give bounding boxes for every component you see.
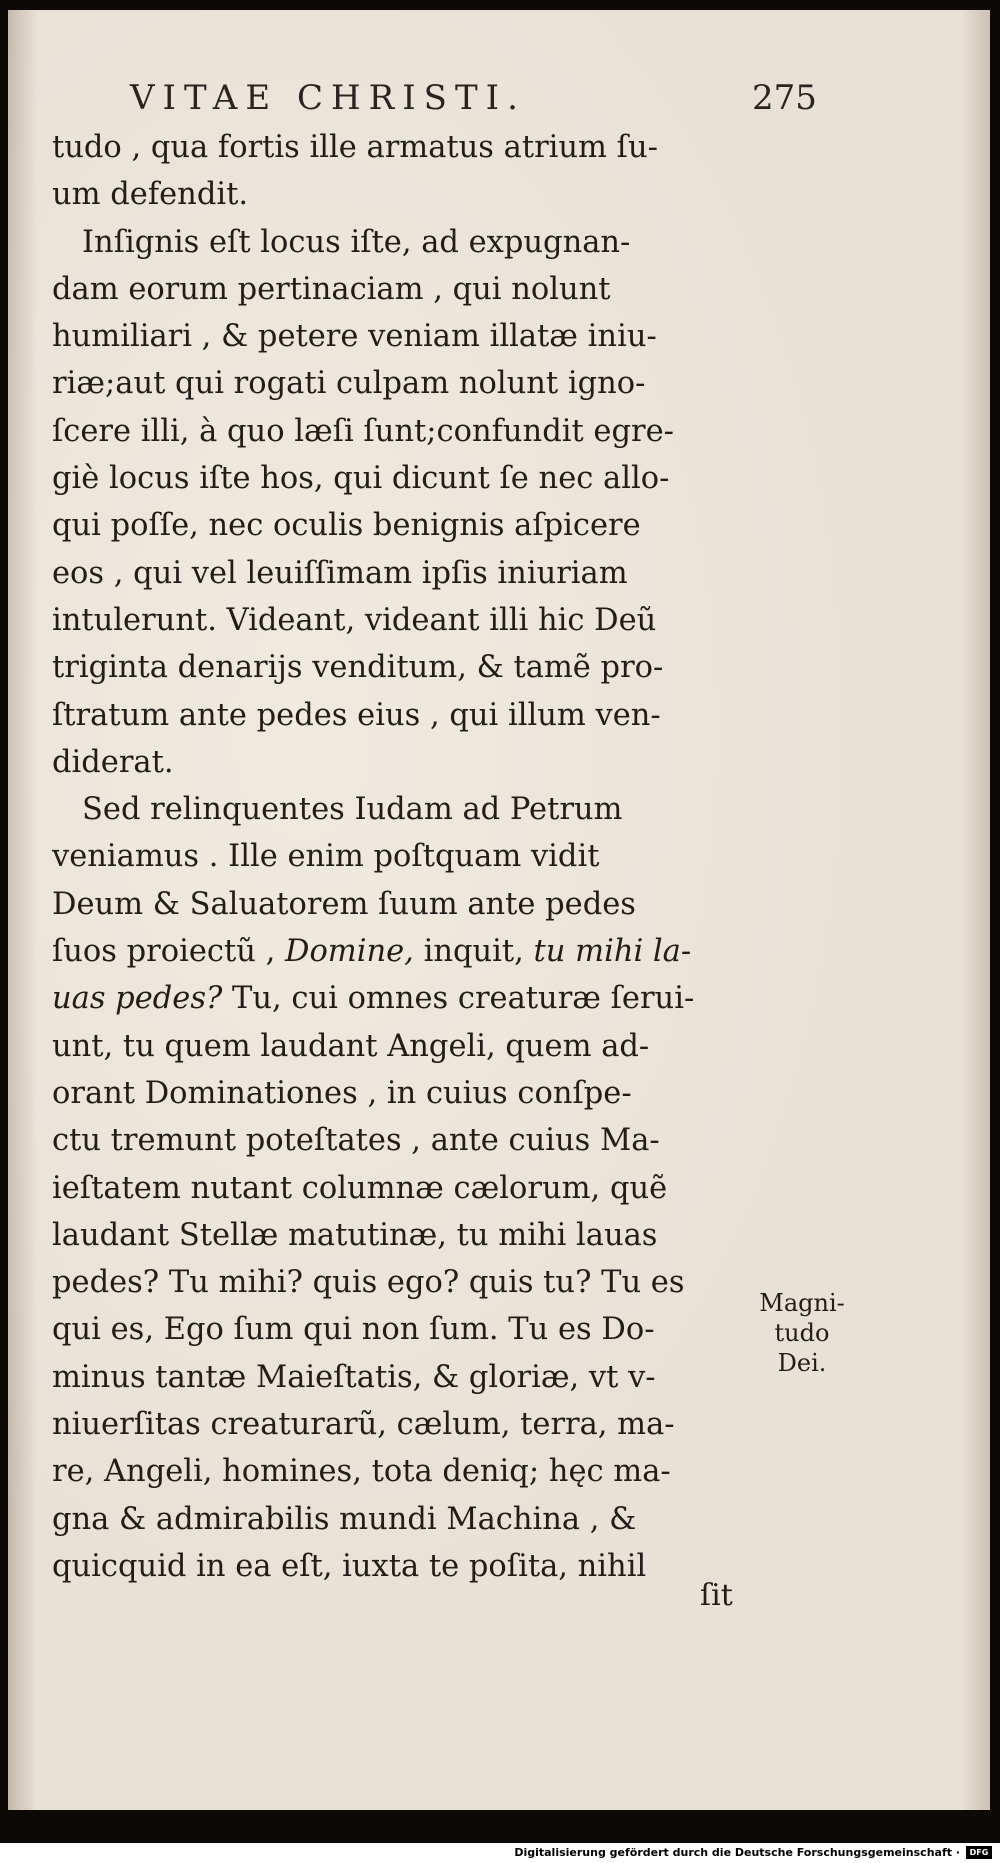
text-line xyxy=(52,171,752,218)
text-line xyxy=(52,1401,752,1448)
text-segment: re, Angeli, homines, tota deniq; hęc ma- xyxy=(52,1454,671,1490)
text-line xyxy=(52,502,752,549)
text-segment: eos , qui vel leuiſſimam ipſis iniuriam xyxy=(52,555,628,591)
text-line xyxy=(52,1496,752,1543)
marginal-note xyxy=(752,1288,852,1378)
text-segment: Deum & Saluatorem ſuum ante pedes xyxy=(52,886,636,922)
text-line xyxy=(52,550,752,597)
text-line xyxy=(52,1070,752,1117)
text-segment: quicquid in ea eſt, iuxta te poſita, nihil xyxy=(52,1548,647,1584)
text-segment: Tu, cui omnes creaturæ ſerui- xyxy=(222,981,695,1017)
text-line xyxy=(52,739,752,786)
text-line xyxy=(52,455,752,502)
text-segment: triginta denarijs venditum, & tamẽ pro- xyxy=(52,650,664,686)
text-segment: dam eorum pertinaciam , qui nolunt xyxy=(52,271,611,307)
text-line xyxy=(52,124,752,171)
text-segment: tudo , qua fortis ille armatus atrium ſu- xyxy=(52,130,658,165)
text-line xyxy=(52,1306,752,1353)
text-line xyxy=(52,1117,752,1164)
text-segment: pedes? Tu mihi? quis ego? quis tu? Tu es xyxy=(52,1265,685,1301)
marginal-note-line: Magni- xyxy=(759,1289,845,1317)
page-number: 275 xyxy=(752,78,817,118)
text-segment: niuerſitas creaturarũ, cælum, terra, ma- xyxy=(52,1407,675,1443)
text-line xyxy=(52,1543,752,1590)
text-segment: humiliari , & petere veniam illatæ iniu- xyxy=(52,319,657,355)
text-line xyxy=(52,1212,752,1259)
text-line xyxy=(52,692,752,739)
text-line xyxy=(52,360,752,407)
marginal-note-line: tudo xyxy=(774,1319,830,1347)
dfg-logo-badge: DFG xyxy=(966,1846,992,1859)
text-line xyxy=(52,881,752,928)
text-line xyxy=(52,1259,752,1306)
page-header xyxy=(0,78,1000,118)
text-line xyxy=(52,313,752,360)
digitization-credit: Digitalisierung gefördert durch die Deutsche Forschungsgemeinschaft · xyxy=(514,1846,960,1859)
text-line xyxy=(52,786,752,833)
text-segment: veniamus . Ille enim poſtquam vidit xyxy=(52,839,600,875)
text-segment: qui es, Ego ſum qui non ſum. Tu es Do- xyxy=(52,1312,655,1348)
text-segment: ſtratum ante pedes eius , qui illum ven- xyxy=(52,697,661,733)
text-line xyxy=(52,928,752,975)
text-segment: orant Dominationes , in cuius conſpe- xyxy=(52,1075,632,1111)
text-segment: laudant Stellæ matutinæ, tu mihi lauas xyxy=(52,1217,658,1253)
text-segment: giè locus iſte hos, qui dicunt ſe nec allo- xyxy=(52,461,670,497)
body-text xyxy=(52,124,752,1590)
text-segment: diderat. xyxy=(52,744,174,780)
text-segment: ieſtatem nutant columnæ cælorum, quẽ xyxy=(52,1170,668,1206)
text-line xyxy=(52,1448,752,1495)
text-line xyxy=(52,266,752,313)
running-head: VITAE CHRISTI. xyxy=(130,78,526,118)
italic-text: uas pedes? xyxy=(52,981,223,1017)
text-line xyxy=(52,644,752,691)
text-line xyxy=(52,597,752,644)
italic-text: Domine, xyxy=(284,934,414,970)
text-segment: inquit, xyxy=(413,934,534,970)
text-line xyxy=(52,1165,752,1212)
text-segment: unt, tu quem laudant Angeli, quem ad- xyxy=(52,1028,650,1064)
text-line xyxy=(52,1023,752,1070)
text-segment: riæ;aut qui rogati culpam nolunt igno- xyxy=(52,366,646,402)
text-segment: minus tantæ Maieſtatis, & gloriæ, vt v- xyxy=(52,1359,656,1395)
text-line xyxy=(52,219,752,266)
text-segment: Sed relinquentes Iudam ad Petrum xyxy=(82,792,623,828)
text-segment: Inſignis eſt locus iſte, ad expugnan- xyxy=(82,224,631,260)
text-segment: intulerunt. Videant, videant illi hic Deũ xyxy=(52,602,657,638)
catchword: ſit xyxy=(700,1578,733,1613)
text-line xyxy=(52,833,752,880)
italic-text: tu mihi la- xyxy=(533,934,692,970)
text-segment: um defendit. xyxy=(52,177,249,213)
marginal-note-line: Dei. xyxy=(777,1349,827,1377)
text-segment: ſuos proiectũ , xyxy=(52,934,285,970)
text-segment: ctu tremunt poteſtates , ante cuius Ma- xyxy=(52,1123,660,1159)
text-segment: ſcere illi, à quo læſi ſunt;confundit egre- xyxy=(52,413,674,449)
text-line xyxy=(52,1354,752,1401)
text-line xyxy=(52,975,752,1022)
text-segment: gna & admirabilis mundi Machina , & xyxy=(52,1501,637,1537)
text-line xyxy=(52,408,752,455)
text-segment: qui poſſe, nec oculis benignis aſpicere xyxy=(52,508,641,544)
